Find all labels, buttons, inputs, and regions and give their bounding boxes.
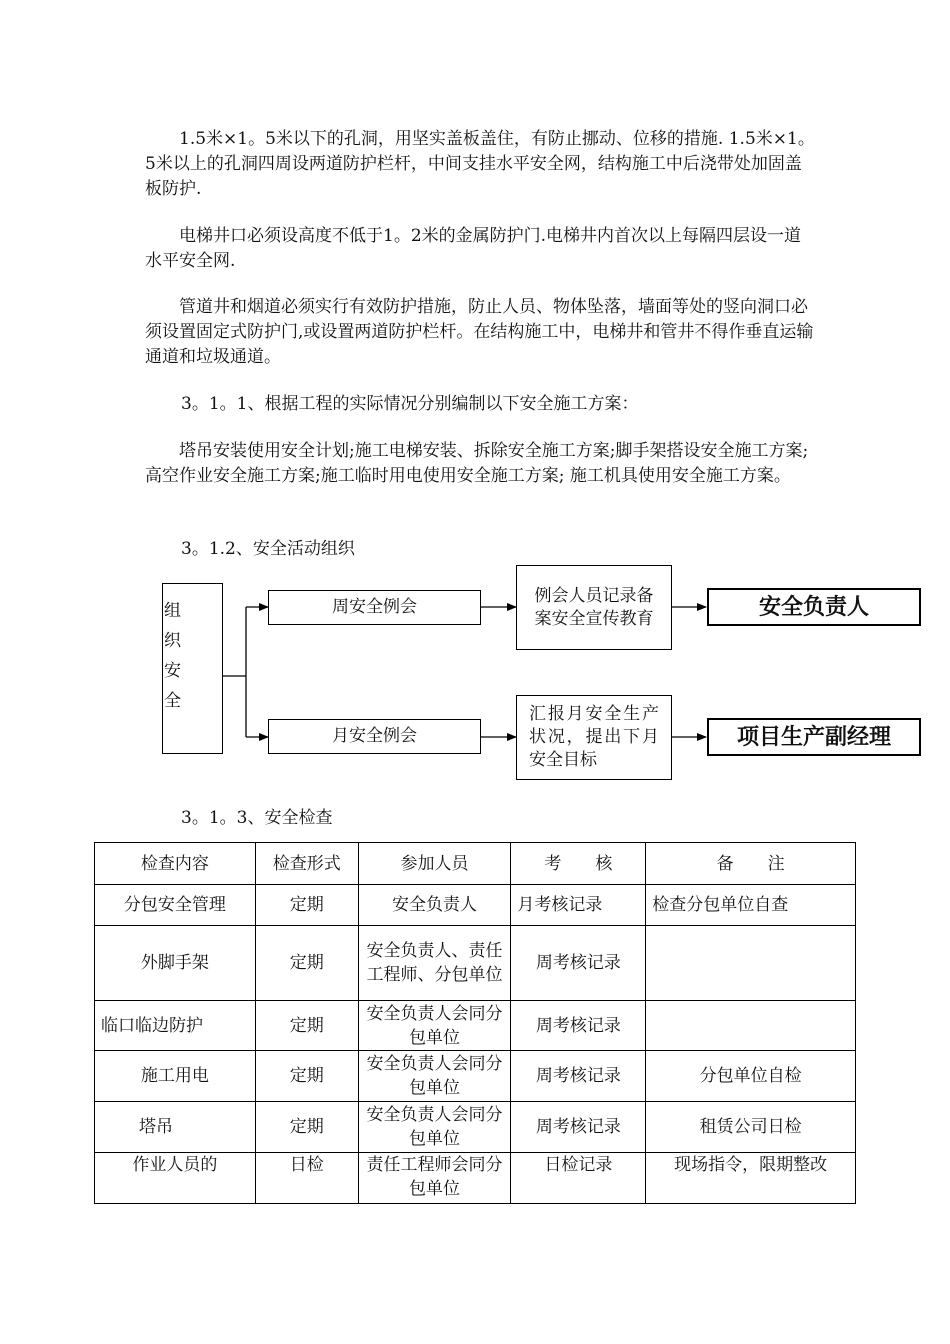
table-cell <box>646 1001 856 1051</box>
header-cell: 参加人员 <box>358 843 511 885</box>
table-cell: 月考核记录 <box>511 885 646 926</box>
table-cell: 定期 <box>255 1102 358 1153</box>
table-cell: 分包单位自检 <box>646 1051 856 1102</box>
safety-inspection-table <box>94 842 856 1204</box>
table-cell: 施工用电 <box>95 1051 256 1102</box>
table-cell: 分包安全管理 <box>95 885 256 926</box>
table-row <box>95 1051 856 1102</box>
heading-3-1-3: 3。1。3、安全检查 <box>181 808 333 828</box>
table-cell: 日检 <box>255 1153 358 1204</box>
root-char: 组 <box>164 601 181 621</box>
paragraph-openings: 1.5米×1。5米以下的孔洞，用坚实盖板盖住，有防止挪动、位移的措施. 1.5米×1。5米以上的孔洞四周设两道防护栏杆，中间支挂水平安全网，结构施工中后浇带处加固盖板防护. <box>145 129 815 199</box>
root-char: 全 <box>164 691 181 711</box>
table-header-row <box>95 843 856 885</box>
heading-3-1-2: 3。1.2、安全活动组织 <box>181 539 355 559</box>
table-cell: 租赁公司日检 <box>646 1102 856 1153</box>
paragraph-elevator-shaft: 电梯井口必须设高度不低于1。2米的金属防护门.电梯井内首次以上每隔四层设一道水平安全网. <box>145 226 802 271</box>
table-cell: 塔吊 <box>95 1102 256 1153</box>
paragraph-pipe-shaft: 管道井和烟道必须实行有效防护措施，防止人员、物体坠落，墙面等处的竖向洞口必须设置固定式防护门,或设置两道防护栏杆。在结构施工中，电梯井和管井不得作垂直运输通道和垃圾通道。 <box>145 297 814 367</box>
paragraph-safety-plans: 塔吊安装使用安全计划;施工电梯安装、拆除安全施工方案;脚手架搭设安全施工方案;高空作业安全施工方案;施工临时用电使用安全施工方案; 施工机具使用安全施工方案。 <box>145 441 809 486</box>
table-row <box>95 1102 856 1153</box>
monthly-meeting-box: 月安全例会 <box>268 719 481 754</box>
monthly-owner-box: 项目生产副经理 <box>707 718 921 756</box>
table-cell: 安全负责人 <box>358 885 511 926</box>
root-label <box>164 596 184 716</box>
table-cell: 周考核记录 <box>511 1051 646 1102</box>
table-row <box>95 926 856 1001</box>
header-cell: 备 注 <box>646 843 856 885</box>
table-cell <box>646 926 856 1001</box>
root-char: 织 <box>164 631 181 651</box>
monthly-action-box: 汇报月安全生产状况，提出下月安全目标 <box>516 695 672 780</box>
table-cell: 周考核记录 <box>511 1102 646 1153</box>
table-row <box>95 1001 856 1051</box>
table-cell: 责任工程师会同分包单位 <box>358 1153 511 1204</box>
root-char: 安 <box>164 661 181 681</box>
weekly-meeting-box: 周安全例会 <box>268 590 481 625</box>
table-cell: 检查分包单位自查 <box>646 885 856 926</box>
table-cell: 安全负责人会同分包单位 <box>358 1102 511 1153</box>
table-cell: 作业人员的 <box>95 1153 256 1204</box>
table-cell: 日检记录 <box>511 1153 646 1204</box>
table-cell: 定期 <box>255 1001 358 1051</box>
table-row <box>95 1153 856 1204</box>
table-cell: 现场指令，限期整改 <box>646 1153 856 1204</box>
table-cell: 定期 <box>255 926 358 1001</box>
table-cell: 定期 <box>255 1051 358 1102</box>
table-cell: 外脚手架 <box>95 926 256 1001</box>
header-cell: 检查形式 <box>255 843 358 885</box>
header-cell: 考 核 <box>511 843 646 885</box>
table-cell: 安全负责人、责任工程师、分包单位 <box>358 926 511 1001</box>
table-row <box>95 885 856 926</box>
weekly-action-box: 例会人员记录备案安全宣传教育 <box>516 565 672 650</box>
table-cell: 安全负责人会同分包单位 <box>358 1001 511 1051</box>
table-cell: 周考核记录 <box>511 926 646 1001</box>
table-cell: 安全负责人会同分包单位 <box>358 1051 511 1102</box>
table-cell: 临口临边防护 <box>95 1001 256 1051</box>
heading-3-1-1: 3。1。1、根据工程的实际情况分别编制以下安全施工方案： <box>181 394 639 414</box>
header-cell: 检查内容 <box>95 843 256 885</box>
weekly-owner-box: 安全负责人 <box>707 588 921 626</box>
table-cell: 周考核记录 <box>511 1001 646 1051</box>
table-cell: 定期 <box>255 885 358 926</box>
